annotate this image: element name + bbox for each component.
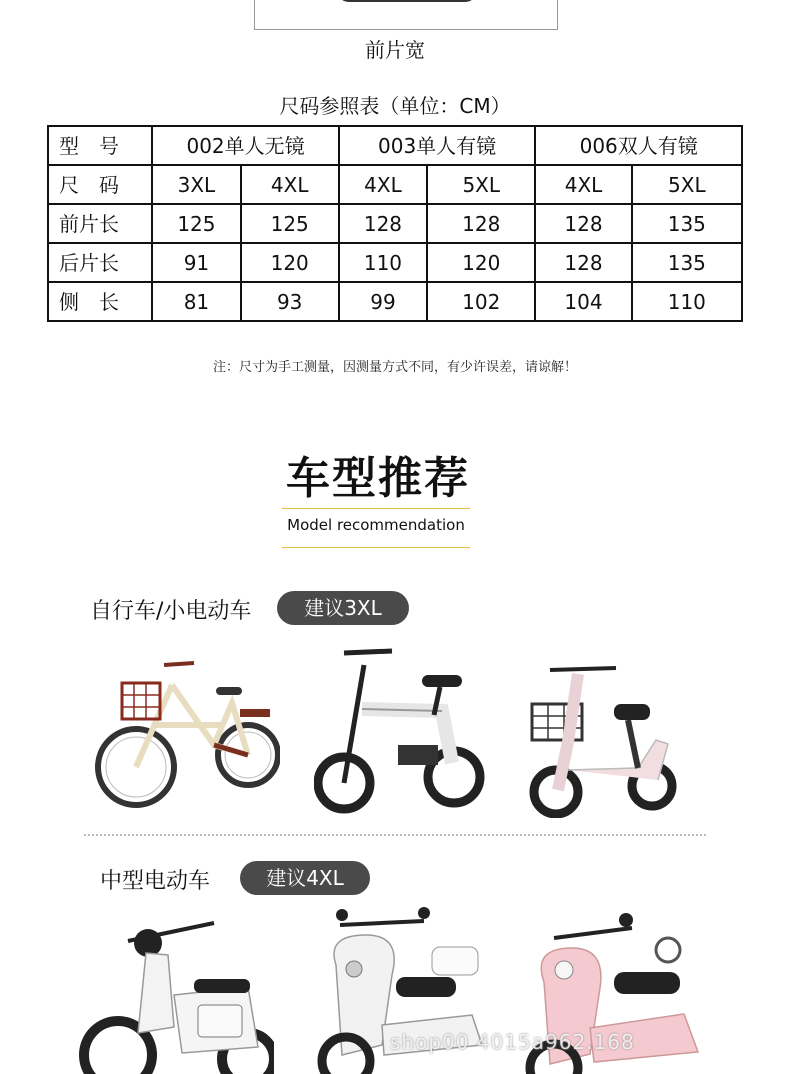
size-cell: 3XL xyxy=(152,165,240,204)
model-cell: 006双人有镜 xyxy=(535,126,742,165)
section-title: 车型推荐 xyxy=(286,453,470,504)
model-cell: 002单人无镜 xyxy=(152,126,339,165)
table-row-size xyxy=(48,165,742,204)
table-row-model xyxy=(48,126,742,165)
table-cell: 120 xyxy=(241,243,339,282)
table-row xyxy=(48,243,742,282)
table-row xyxy=(48,204,742,243)
table-cell: 128 xyxy=(535,204,631,243)
section-subtitle: Model recommendation xyxy=(287,516,465,534)
row-header: 后片长 xyxy=(48,243,152,282)
table-cell: 128 xyxy=(339,204,427,243)
table-cell: 93 xyxy=(241,282,339,321)
size-cell: 4XL xyxy=(339,165,427,204)
model-cell: 003单人有镜 xyxy=(339,126,536,165)
small-scooter-image xyxy=(528,660,678,818)
table-cell: 110 xyxy=(339,243,427,282)
table-cell: 102 xyxy=(427,282,535,321)
table-cell: 125 xyxy=(241,204,339,243)
divider-line xyxy=(282,508,470,509)
medium-ebike-image xyxy=(78,915,274,1074)
table-cell: 128 xyxy=(535,243,631,282)
table-cell: 135 xyxy=(632,243,742,282)
section-divider xyxy=(84,834,706,836)
size-recommendation-badge: 建议4XL xyxy=(240,861,370,895)
front-width-label: 前片宽 xyxy=(365,38,425,62)
table-cell: 120 xyxy=(427,243,535,282)
size-cell: 5XL xyxy=(427,165,535,204)
table-row xyxy=(48,282,742,321)
table-cell: 110 xyxy=(632,282,742,321)
table-cell: 104 xyxy=(535,282,631,321)
row-header: 前片长 xyxy=(48,204,152,243)
table-cell: 135 xyxy=(632,204,742,243)
table-cell: 99 xyxy=(339,282,427,321)
size-cell: 4XL xyxy=(535,165,631,204)
size-chart-title: 尺码参照表（单位：CM） xyxy=(279,94,511,118)
row-header: 型 号 xyxy=(48,126,152,165)
folding-ebike-image xyxy=(314,645,490,817)
category-label-small: 自行车/小电动车 xyxy=(90,599,252,624)
previous-diagram-fragment xyxy=(254,0,558,30)
table-cell: 91 xyxy=(152,243,240,282)
size-cell: 5XL xyxy=(632,165,742,204)
table-cell: 81 xyxy=(152,282,240,321)
row-header: 尺 码 xyxy=(48,165,152,204)
table-cell: 125 xyxy=(152,204,240,243)
divider-line xyxy=(282,547,470,548)
row-header: 侧 长 xyxy=(48,282,152,321)
table-cell: 128 xyxy=(427,204,535,243)
bicycle-image xyxy=(94,655,280,811)
size-chart-table xyxy=(47,125,743,322)
shop-watermark: shop00 4015a962.168 xyxy=(390,1030,635,1054)
size-cell: 4XL xyxy=(241,165,339,204)
measurement-note: 注：尺寸为手工测量，因测量方式不同，有少许误差，请谅解！ xyxy=(212,360,577,375)
size-recommendation-badge: 建议3XL xyxy=(277,591,409,625)
category-label-medium: 中型电动车 xyxy=(100,869,211,894)
